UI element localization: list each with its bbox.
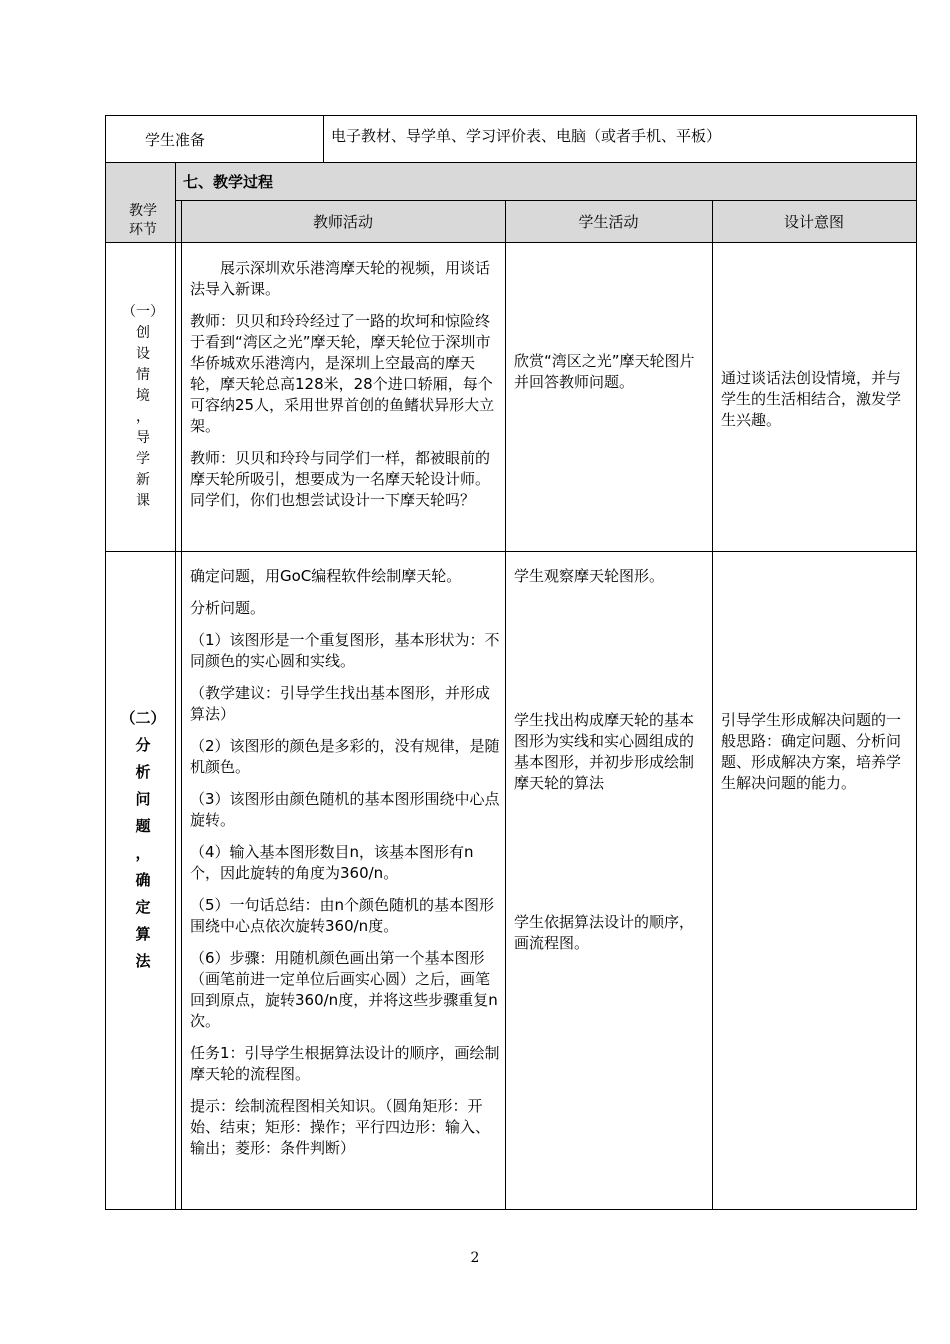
teacher-paragraph: （3）该图形由颜色随机的基本图形围绕中心点旋转。 [190, 790, 500, 829]
student-flowchart: 学生依据算法设计的顺序，画流程图。 [514, 913, 695, 952]
teacher-activity-2 [190, 566, 500, 1170]
teacher-paragraph: （1）该图形是一个重复图形，基本形状为：不同颜色的实心圆和实线。 [190, 631, 500, 670]
stage-1: （一） 创 设 情 境 ， 导 学 新 课 [122, 304, 164, 509]
design-intent-1: 通过谈话法创设情境，并与学生的生活相结合，激发学生兴趣。 [721, 369, 902, 429]
header-teacher: 教师活动 [312, 213, 373, 231]
teacher-paragraph: 分析问题。 [190, 599, 266, 617]
student-observe: 学生观察摩天轮图形。 [514, 567, 665, 585]
teacher-paragraph: 确定问题，用GoC编程软件绘制摩天轮。 [190, 567, 462, 585]
prep-label: 学生准备 [145, 131, 206, 149]
teacher-paragraph: （2）该图形的颜色是多彩的，没有规律，是随机颜色。 [190, 737, 500, 776]
teacher-paragraph: 教师：贝贝和玲玲经过了一路的坎坷和惊险终于看到“湾区之光”摩天轮，摩天轮位于深圳市华侨城欢乐港湾内，是深圳上空最高的摩天轮，摩天轮总高128米，28个进口轿厢，每个可容纳25人，采用世界首创的鱼鳍状异形大立架。 [190, 312, 495, 435]
teacher-paragraph: （6）步骤：用随机颜色画出第一个基本图形（画笔前进一定单位后画实心圆）之后，画笔回到原点，旋转360/n度，并将这些步骤重复n次。 [190, 949, 498, 1030]
teacher-paragraph: （教学建议：引导学生找出基本图形，并形成算法） [190, 684, 491, 723]
stage-2: （二） 分 析 问 题 ， 确 定 算 法 [120, 709, 166, 970]
teacher-paragraph: （5）一句话总结：由n个颜色随机的基本图形围绕中心点依次旋转360/n度。 [190, 896, 495, 935]
page-number: 2 [470, 1250, 480, 1266]
section-title-gray [175, 162, 916, 200]
header-student: 学生活动 [578, 213, 639, 231]
teacher-paragraph: 教师：贝贝和玲玲与同学们一样，都被眼前的摩天轮所吸引，想要成为一名摩天轮设计师。同学们，你们也想尝试设计一下摩天轮吗？ [190, 449, 491, 509]
teacher-paragraph: 提示：绘制流程图相关知识。（圆角矩形：开始、结束；矩形：操作；平行四边形：输入、输出；菱形：条件判断） [190, 1097, 491, 1157]
student-algorithm: 学生找出构成摩天轮的基本图形为实线和实心圆组成的基本图形，并初步形成绘制摩天轮的算法 [514, 711, 695, 792]
header-stage: 教学 环节 [129, 203, 157, 238]
prep-content: 电子教材、导学单、学习评价表、电脑（或者手机、平板） [331, 127, 722, 145]
student-activity-1 [514, 351, 706, 404]
student-paragraph: 欣赏“湾区之光”摩天轮图片并回答教师问题。 [514, 352, 695, 391]
teacher-activity-1 [190, 258, 500, 522]
section-title: 七、教学过程 [183, 173, 274, 191]
teacher-paragraph: 展示深圳欢乐港湾摩天轮的视频，用谈话法导入新课。 [190, 259, 491, 298]
teacher-paragraph: （4）输入基本图形数目n，该基本图形有n个，因此旋转的角度为360/n。 [190, 843, 474, 882]
header-design: 设计意图 [783, 213, 844, 231]
teacher-paragraph: 任务1：引导学生根据算法设计的顺序，画绘制摩天轮的流程图。 [190, 1044, 500, 1083]
design-intent-2: 引导学生形成解决问题的一般思路：确定问题、分析问题、形成解决方案，培养学生解决问题的能力。 [721, 711, 902, 792]
